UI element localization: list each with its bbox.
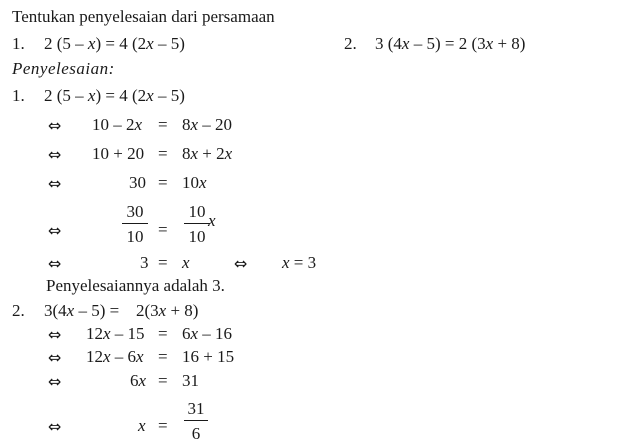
fraction-denominator: 6 (191, 424, 201, 443)
equals-sign: = (158, 416, 168, 435)
fraction-rhs (184, 203, 210, 245)
step-rhs: 10x (182, 173, 207, 192)
equivalence-arrow: ⇔ (48, 174, 62, 193)
step-lhs: 10 – 2x (92, 115, 143, 134)
equivalence-arrow: ⇔ (48, 372, 62, 391)
final-result: x = 3 (282, 253, 317, 272)
problem-1-equation: 2 (5 – x) = 4 (2x – 5) (44, 34, 185, 53)
step-rhs: 8x + 2x (182, 144, 233, 163)
problem-2-number: 2. (344, 34, 357, 53)
problem-2-equation: 3 (4x – 5) = 2 (3x + 8) (375, 34, 526, 53)
equivalence-arrow: ⇔ (48, 221, 62, 240)
step-lhs: 30 (129, 173, 146, 192)
fraction-bar (184, 420, 208, 421)
equivalence-arrow: ⇔ (48, 325, 62, 344)
step-lhs: 12x – 15 (86, 324, 145, 343)
fraction-numerator: 10 (188, 202, 206, 221)
step-rhs: 16 + 15 (182, 347, 235, 366)
step-lhs: x (138, 416, 146, 435)
step-rhs: x (182, 253, 190, 272)
equivalence-arrow: ⇔ (48, 116, 62, 135)
step-lhs: 6x (130, 371, 147, 390)
equals-sign: = (158, 347, 168, 366)
solution-1-answer: Penyelesaiannya adalah 3. (46, 276, 225, 295)
solution-2-number: 2. (12, 301, 25, 320)
step-lhs: 3 (140, 253, 149, 272)
equivalence-arrow: ⇔ (234, 254, 248, 273)
step-lhs: 12x – 6x (86, 347, 144, 366)
solution-heading: Penyelesaian: (12, 59, 115, 78)
step-rhs: 8x – 20 (182, 115, 233, 134)
solution-2-equation-rhs: 2(3x + 8) (136, 301, 199, 320)
solution-1-number: 1. (12, 86, 25, 105)
variable-x: x (208, 211, 216, 230)
step-rhs: 31 (182, 371, 199, 390)
fraction-numerator: 30 (126, 202, 144, 221)
equivalence-arrow: ⇔ (48, 417, 62, 436)
fraction-rhs (184, 400, 208, 442)
solution-1-equation: 2 (5 – x) = 4 (2x – 5) (44, 86, 185, 105)
fraction-bar (122, 223, 148, 224)
intro-text: Tentukan penyelesaian dari persamaan (12, 7, 275, 26)
equivalence-arrow: ⇔ (48, 254, 62, 273)
equals-sign: = (158, 115, 168, 134)
solution-2-equation-lhs: 3(4x – 5) = (44, 301, 120, 320)
fraction-bar (184, 223, 210, 224)
fraction-denominator: 10 (126, 227, 144, 246)
problem-1-number: 1. (12, 34, 25, 53)
fraction-lhs (122, 203, 148, 245)
equivalence-arrow: ⇔ (48, 145, 62, 164)
equals-sign: = (158, 220, 168, 239)
step-rhs: 6x – 16 (182, 324, 233, 343)
equals-sign: = (158, 371, 168, 390)
equals-sign: = (158, 144, 168, 163)
equivalence-arrow: ⇔ (48, 348, 62, 367)
equals-sign: = (158, 253, 168, 272)
step-lhs: 10 + 20 (92, 144, 145, 163)
fraction-numerator: 31 (187, 399, 205, 418)
equals-sign: = (158, 173, 168, 192)
equals-sign: = (158, 324, 168, 343)
fraction-denominator: 10 (188, 227, 206, 246)
